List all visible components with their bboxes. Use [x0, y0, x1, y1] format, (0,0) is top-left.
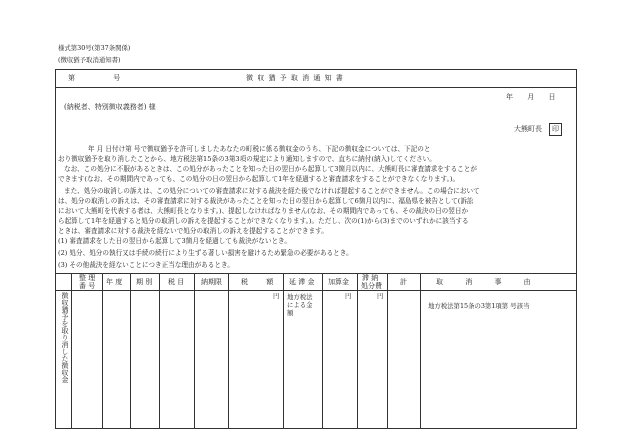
entaikin-note-3: 額: [287, 309, 294, 317]
sender-name: 大熊町長: [514, 125, 542, 133]
header-nendo: 年 度: [106, 278, 123, 286]
header-kibetsu: 期 別: [136, 278, 153, 286]
entaikin-note-1: 地方税法: [287, 293, 313, 301]
document-number: 第 号: [68, 74, 139, 82]
body-line: できます(なお、その期間内であっても、この処分の日の翌日から起算して1年を経過すると審査請求をすることができなくなります。)。: [58, 175, 460, 183]
header-rule: [55, 87, 577, 88]
body-line: 年 月 日付け第 号で徴収猶予を許可しましたあなたの町税に係る徴収金のうち、下記の徴収金については、下記のと: [88, 145, 431, 153]
body-line: また、処分の取消しの訴えは、この処分についての審査請求に対する裁決を経た後でなければ提起することができません。この場合において: [64, 187, 480, 195]
document-title: 徴 収 猶 予 取 消 通 知 書: [246, 74, 344, 82]
yen-shobunhi: 円: [377, 292, 384, 300]
body-line: おり徴収猶予を取り消したことから、地方税法第15条の3第3項の規定により通知しますので、直ちに納付(納入)してください。: [58, 155, 436, 163]
body-line: (2) 処分、処分の執行又は手続の続行により生ずる著しい損害を避けるため緊急の必要があるとき。: [58, 249, 353, 257]
body-line: (1) 審査請求をした日の翌日から起算して3箇月を経過しても裁決がないとき。: [58, 237, 291, 245]
header-kei: 計: [400, 278, 407, 286]
yen-kasankin: 円: [345, 292, 352, 300]
body-line: (3) その他裁決を経ないことにつき正当な理由があるとき。: [58, 261, 234, 269]
header-kasankin: 加算金: [328, 278, 349, 286]
header-zeigaku: 税 額: [241, 278, 282, 286]
addressee: (納税者、特別徴収義務者) 様: [64, 103, 156, 111]
body-line: は、処分の取消しの訴えは、その審査請求に対する裁決があったことを知った日の翌日から起算して6箇月以内に、福島県を被告として(訴訟: [58, 197, 474, 205]
seal-stamp: 印: [549, 123, 562, 136]
cancel-reason: 地方税法第15条の3第1項第 号該当: [428, 302, 530, 310]
row-label-vertical: 徴収猶予を取り消した徴収金: [61, 292, 69, 383]
header-shobunhi: 処分費: [361, 282, 382, 290]
header-bango: 番 号: [79, 282, 96, 290]
body-line: において大熊町を代表する者は、大熊町長となります。)、提起しなければなりません(なお、その期間内であっても、その裁決の日の翌日か: [58, 207, 469, 215]
yen-zeigaku: 円: [273, 292, 280, 300]
header-nokigen: 納期限: [201, 278, 222, 286]
header-zeimoku: 税 目: [168, 278, 185, 286]
entaikin-note-2: による金: [287, 301, 313, 309]
body-line: なお、この処分に不服があるときは、この処分があったことを知った日の翌日から起算して3箇月以内に、大熊町長に審査請求をすることが: [64, 165, 477, 173]
header-entaikin: 延 滞 金: [289, 278, 315, 286]
header-jiyu: 取 消 事 由: [436, 278, 541, 286]
header-taino: 滞 納: [362, 274, 379, 282]
form-number: 様式第30号(第37条関係): [58, 44, 131, 52]
header-seiri: 整 理: [79, 274, 96, 282]
issue-date: 年 月 日: [506, 93, 562, 101]
body-line: ときは、審査請求に対する裁決を経ないで処分の取消しの訴えを提起することができます。: [58, 227, 328, 235]
body-line: ら起算して1年を経過すると処分の取消しの訴えを提起することができなくなります。)。ただし、次の(1)から(3)までのいずれかに該当する: [58, 217, 469, 225]
form-subtitle: (徴収猶予取消通知書): [58, 56, 121, 64]
